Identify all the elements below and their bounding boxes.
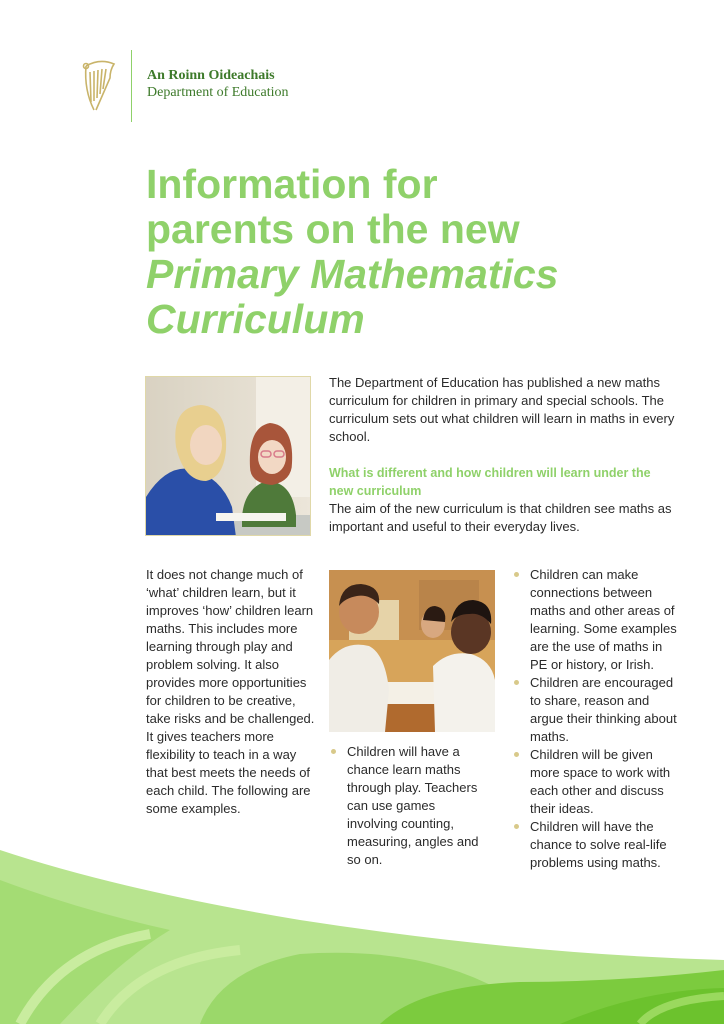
aim-paragraph: The aim of the new curriculum is that children see maths as important and useful to their everyday lives. — [329, 501, 672, 534]
list-item: Children will have the chance to solve real-life problems using maths. — [512, 818, 680, 872]
list-item: Children will have a chance learn maths through play. Teachers can use games involving counting, measuring, angles and so on. — [329, 743, 489, 869]
title-line-4: Curriculum — [146, 296, 365, 342]
body-paragraph: It does not change much of ‘what’ children learn, but it improves ‘how’ children learn maths. This includes more learning through play and problem solving. It also provides more opportunities for children to be creative, take risks and be challenged. It gives teachers more flexibility to teach in a way that best meets the needs of each child. The following are some examples. — [146, 567, 315, 816]
page-title — [146, 162, 666, 342]
list-item: Children can make connections between maths and other areas of learning. Some examples are the use of maths in PE or history, or Irish. — [512, 566, 680, 674]
intro-paragraph: The Department of Education has published a new maths curriculum for children in primary and special schools. The curriculum sets out what children will learn in maths in every school. — [329, 375, 675, 444]
harp-icon — [80, 56, 118, 114]
bullet-list-right — [512, 566, 680, 872]
photo-children-learning — [329, 570, 495, 732]
section-heading: What is different and how children will learn under the new curriculum — [329, 466, 651, 498]
decorative-wave-footer — [0, 850, 724, 1024]
list-item: Children are encouraged to share, reason and argue their thinking about maths. — [512, 674, 680, 746]
photo-teacher-and-child — [145, 376, 311, 536]
title-line-3: Primary Mathematics — [146, 251, 559, 297]
org-name-irish: An Roinn Oideachais — [147, 68, 275, 83]
title-line-2: parents on the new — [146, 206, 520, 252]
header-divider — [131, 50, 132, 122]
list-item: Children will be given more space to work with each other and discuss their ideas. — [512, 746, 680, 818]
org-name-english: Department of Education — [147, 85, 289, 100]
title-line-1: Information for — [146, 161, 438, 207]
